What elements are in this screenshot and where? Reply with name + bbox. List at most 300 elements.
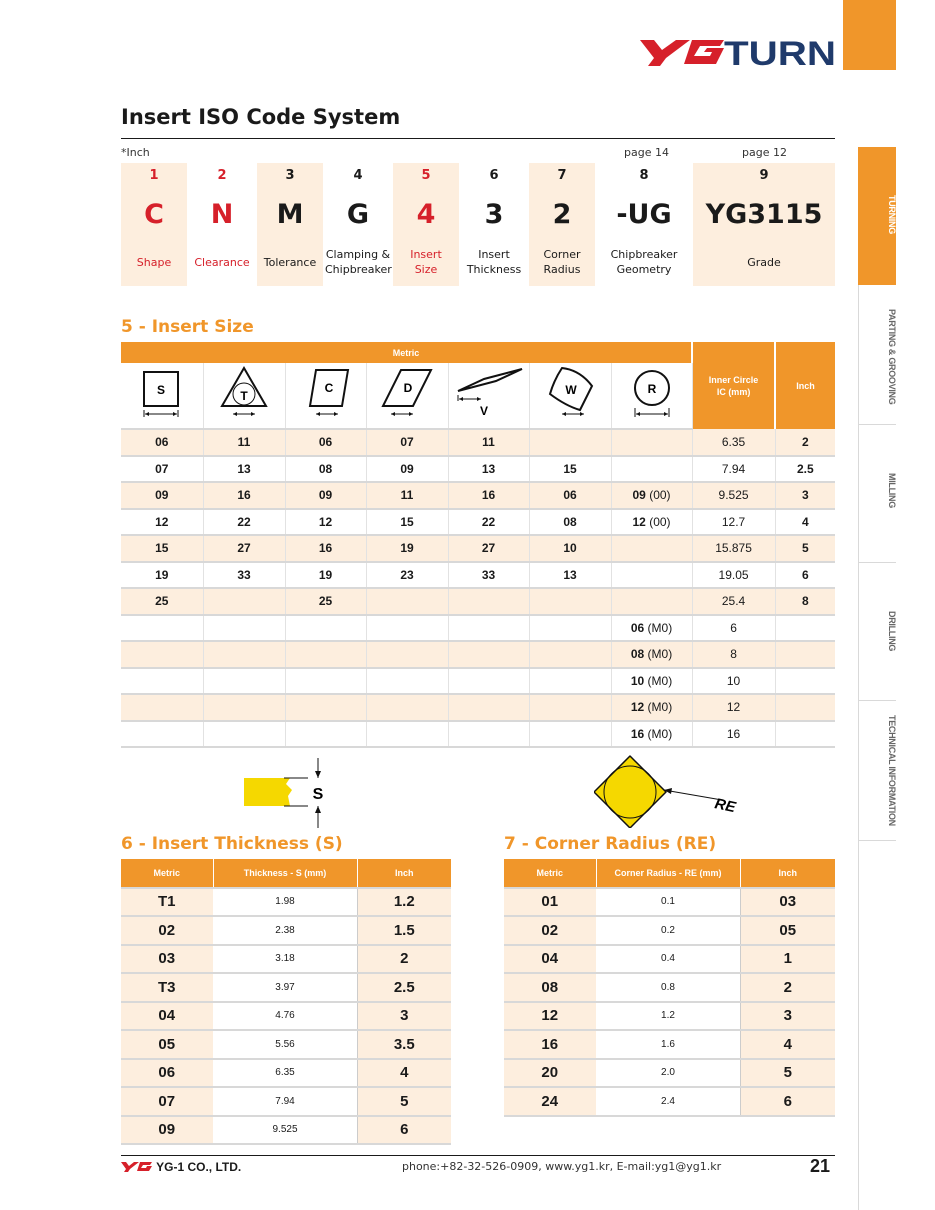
rhombic-55-insert-icon — [377, 364, 437, 424]
table-cell: 11 — [366, 482, 448, 509]
code-desc-line: Size — [414, 263, 438, 276]
ic-cell: 19.05 — [692, 562, 775, 589]
code-description — [393, 247, 459, 277]
thickness-header-metric: Metric — [121, 859, 213, 888]
table-cell — [366, 668, 448, 695]
code-desc-line: Clamping & — [325, 248, 391, 261]
thickness-header-inch: Inch — [357, 859, 451, 888]
table-row — [504, 888, 835, 917]
code-letter: G — [346, 199, 370, 230]
table-cell — [121, 694, 203, 721]
code-number: 9 — [759, 168, 769, 183]
table-cell — [448, 588, 529, 615]
metric-cell: 24 — [504, 1087, 596, 1116]
side-tab-label: MILLING — [887, 473, 897, 508]
shape-letter: C — [324, 381, 333, 395]
inch-cell: 1 — [740, 945, 835, 974]
table-cell — [121, 615, 203, 642]
shape-letter: W — [565, 383, 577, 397]
side-tab-label: TURNING — [887, 195, 897, 234]
inch-cell: 3 — [357, 1002, 451, 1031]
code-position-4 — [325, 163, 391, 286]
code-desc-line: Grade — [747, 256, 781, 269]
inch-cell: 6 — [740, 1087, 835, 1116]
shape-w-cell — [529, 363, 611, 429]
code-position-8 — [597, 163, 691, 286]
shape-letter: R — [647, 382, 656, 396]
code-description — [529, 247, 595, 277]
metric-cell: 08 — [504, 973, 596, 1002]
logo-text: TURN — [724, 35, 836, 70]
inch-cell: 8 — [775, 588, 835, 615]
table-cell: 11 — [203, 429, 285, 456]
mm-cell: 9.525 — [213, 1116, 357, 1145]
table-cell: 12 — [285, 509, 366, 536]
code-letter: YG3115 — [705, 199, 823, 230]
table-row — [121, 482, 835, 509]
cell-value: 10 — [630, 673, 645, 688]
mm-cell: 5.56 — [213, 1030, 357, 1059]
cell-paren: (M0) — [644, 647, 673, 662]
table-cell: 33 — [448, 562, 529, 589]
table-cell: 16 — [448, 482, 529, 509]
cell-paren: (M0) — [644, 673, 673, 688]
code-desc-line: Geometry — [616, 263, 672, 276]
table-cell: 27 — [203, 535, 285, 562]
inch-cell: 3 — [775, 482, 835, 509]
table-cell: 13 — [529, 562, 611, 589]
code-letter: N — [210, 199, 234, 230]
table-row — [121, 588, 835, 615]
shape-s-cell — [121, 363, 203, 429]
shape-letter: D — [403, 381, 413, 395]
table-cell: 15 — [121, 535, 203, 562]
table-cell — [203, 641, 285, 668]
insert-size-title: 5 - Insert Size — [121, 317, 254, 337]
table-row — [504, 1087, 835, 1116]
table-row — [504, 916, 835, 945]
table-row — [504, 1059, 835, 1088]
table-cell — [529, 668, 611, 695]
rhombic-35-insert-icon — [454, 363, 524, 425]
table-cell — [448, 641, 529, 668]
metric-header: Metric — [121, 342, 692, 363]
metric-cell: 20 — [504, 1059, 596, 1088]
inch-cell — [775, 721, 835, 748]
inch-cell: 4 — [740, 1030, 835, 1059]
ic-cell: 8 — [692, 641, 775, 668]
table-row — [121, 916, 451, 945]
table-cell: 10 — [529, 535, 611, 562]
inch-cell: 2 — [740, 973, 835, 1002]
inch-cell — [775, 668, 835, 695]
code-position-1 — [121, 163, 187, 286]
radius-header-mm: Corner Radius - RE (mm) — [596, 859, 740, 888]
table-cell: 07 — [121, 456, 203, 483]
cell-paren: (00) — [645, 488, 671, 503]
cell-value: 08 — [630, 647, 645, 662]
table-cell — [611, 482, 692, 509]
metric-cell: 04 — [504, 945, 596, 974]
table-cell — [121, 721, 203, 748]
radius-header-metric: Metric — [504, 859, 596, 888]
code-description — [121, 255, 187, 270]
code-number: 5 — [421, 168, 431, 183]
metric-cell: T3 — [121, 973, 213, 1002]
side-tab-label: PARTING & GROOVING — [887, 309, 897, 405]
metric-cell: 03 — [121, 945, 213, 974]
table-cell: 22 — [203, 509, 285, 536]
metric-cell: 06 — [121, 1059, 213, 1088]
table-row — [121, 1116, 451, 1145]
inch-cell: 6 — [775, 562, 835, 589]
metric-cell: 09 — [121, 1116, 213, 1145]
table-cell: 19 — [285, 562, 366, 589]
mm-cell: 0.8 — [596, 973, 740, 1002]
inch-cell: 1.2 — [357, 888, 451, 917]
ic-cell: 25.4 — [692, 588, 775, 615]
table-cell — [611, 641, 692, 668]
side-divider — [858, 841, 859, 1210]
table-row — [121, 562, 835, 589]
table-row — [121, 1002, 451, 1031]
rhombic-80-insert-icon — [296, 364, 356, 424]
shape-v-cell — [448, 363, 529, 429]
inch-cell — [775, 694, 835, 721]
footer-contact: phone:+82-32-526-0909, www.yg1.kr, E-mail:yg1@yg1.kr — [402, 1160, 722, 1173]
code-letter: C — [144, 199, 164, 230]
footer-company-name: YG-1 CO., LTD. — [156, 1160, 242, 1174]
table-cell — [448, 694, 529, 721]
table-row — [504, 973, 835, 1002]
code-letter: 3 — [484, 199, 504, 230]
metric-cell: T1 — [121, 888, 213, 917]
code-desc-line: Shape — [136, 256, 172, 269]
corner-radius-diagram — [594, 754, 774, 828]
table-cell — [285, 668, 366, 695]
table-cell — [529, 721, 611, 748]
shape-c-cell — [285, 363, 366, 429]
corner-radius-title: 7 - Corner Radius (RE) — [504, 834, 717, 854]
mm-cell: 2.38 — [213, 916, 357, 945]
square-insert-icon — [132, 364, 192, 424]
inch-cell: 1.5 — [357, 916, 451, 945]
metric-cell: 16 — [504, 1030, 596, 1059]
code-description — [597, 247, 691, 277]
ic-cell: 10 — [692, 668, 775, 695]
ic-cell: 9.525 — [692, 482, 775, 509]
footer-rule — [121, 1155, 835, 1156]
code-letter: 4 — [416, 199, 436, 230]
table-cell — [121, 641, 203, 668]
thickness-header-mm: Thickness - S (mm) — [213, 859, 357, 888]
thickness-label: S — [312, 786, 324, 803]
code-desc-line: Radius — [543, 263, 581, 276]
side-tab-label: TECHNICAL INFORMATION — [887, 715, 897, 826]
code-number: 1 — [149, 168, 159, 183]
ic-cell: 12.7 — [692, 509, 775, 536]
inch-cell: 5 — [775, 535, 835, 562]
table-cell — [448, 721, 529, 748]
table-cell: 16 — [285, 535, 366, 562]
table-cell: 33 — [203, 562, 285, 589]
inch-cell — [775, 615, 835, 642]
table-cell: 09 — [285, 482, 366, 509]
table-cell — [366, 641, 448, 668]
table-cell: 15 — [529, 456, 611, 483]
table-cell — [203, 615, 285, 642]
cell-paren: (M0) — [644, 620, 673, 635]
table-cell — [529, 588, 611, 615]
page-ref-chipbreaker: page 14 — [624, 146, 669, 159]
table-row — [121, 1030, 451, 1059]
code-number: 4 — [353, 168, 363, 183]
side-tab-parting-grooving[interactable] — [858, 285, 896, 425]
table-cell: 15 — [366, 509, 448, 536]
metric-cell: 01 — [504, 888, 596, 917]
table-row — [121, 1087, 451, 1116]
table-cell — [285, 615, 366, 642]
inch-cell: 4 — [357, 1059, 451, 1088]
code-description — [257, 255, 323, 270]
table-cell: 19 — [121, 562, 203, 589]
table-cell: 06 — [529, 482, 611, 509]
code-desc-line: Insert — [478, 248, 510, 261]
code-number: 8 — [639, 168, 649, 183]
inch-cell: 2 — [775, 429, 835, 456]
table-row — [121, 615, 835, 642]
code-desc-line: Chipbreaker — [325, 263, 392, 276]
table-cell — [285, 694, 366, 721]
code-position-3 — [257, 163, 323, 286]
table-cell — [203, 721, 285, 748]
insert-size-table — [121, 342, 835, 748]
mm-cell: 0.2 — [596, 916, 740, 945]
trigon-insert-icon — [540, 364, 600, 424]
cell-paren: (00) — [645, 514, 671, 529]
inch-cell: 4 — [775, 509, 835, 536]
table-cell: 08 — [529, 509, 611, 536]
table-cell: 25 — [285, 588, 366, 615]
code-desc-line: Chipbreaker — [610, 248, 678, 261]
table-cell — [203, 694, 285, 721]
table-row — [121, 1059, 451, 1088]
side-tab-milling[interactable] — [858, 425, 896, 563]
page-title: Insert ISO Code System — [121, 105, 401, 129]
ic-cell: 12 — [692, 694, 775, 721]
inch-cell: 6 — [357, 1116, 451, 1145]
table-cell — [448, 668, 529, 695]
title-rule — [121, 138, 835, 139]
table-row — [121, 456, 835, 483]
cell-value: 16 — [630, 726, 645, 741]
inch-cell — [775, 641, 835, 668]
page-number: 21 — [810, 1156, 831, 1176]
cell-value: 06 — [630, 620, 645, 635]
yg-turn-logo — [640, 34, 836, 70]
inch-note: *Inch — [121, 146, 150, 159]
cell-paren: (M0) — [644, 700, 673, 715]
table-row — [121, 535, 835, 562]
metric-cell: 02 — [121, 916, 213, 945]
code-desc-line: Corner — [543, 248, 581, 261]
table-cell: 12 — [121, 509, 203, 536]
table-cell — [448, 615, 529, 642]
table-cell — [611, 668, 692, 695]
table-cell: 13 — [448, 456, 529, 483]
cell-value: 09 — [632, 488, 646, 503]
mm-cell: 2.4 — [596, 1087, 740, 1116]
metric-cell: 07 — [121, 1087, 213, 1116]
side-tab-label: DRILLING — [887, 611, 897, 652]
table-cell — [529, 641, 611, 668]
code-desc-line: Clearance — [194, 256, 250, 269]
code-description — [461, 247, 527, 277]
table-cell: 22 — [448, 509, 529, 536]
table-cell: 19 — [366, 535, 448, 562]
mm-cell: 7.94 — [213, 1087, 357, 1116]
table-cell — [203, 668, 285, 695]
table-cell: 09 — [366, 456, 448, 483]
table-cell — [611, 721, 692, 748]
inch-cell: 3.5 — [357, 1030, 451, 1059]
table-cell: 09 — [121, 482, 203, 509]
insert-thickness-table — [121, 859, 451, 1145]
table-cell: 11 — [448, 429, 529, 456]
table-cell — [611, 456, 692, 483]
table-cell — [611, 535, 692, 562]
mm-cell: 0.4 — [596, 945, 740, 974]
table-cell — [366, 721, 448, 748]
shape-letter: V — [479, 404, 488, 418]
side-tab-technical-information[interactable] — [858, 701, 896, 841]
shape-t-cell — [203, 363, 285, 429]
table-row — [121, 429, 835, 456]
radius-header-inch: Inch — [740, 859, 835, 888]
inch-cell: 05 — [740, 916, 835, 945]
table-cell — [366, 615, 448, 642]
code-number: 3 — [285, 168, 295, 183]
table-cell: 25 — [121, 588, 203, 615]
inch-header: Inch — [775, 342, 835, 429]
top-orange-tab — [843, 0, 896, 70]
table-cell — [285, 721, 366, 748]
metric-cell: 04 — [121, 1002, 213, 1031]
code-position-5 — [393, 163, 459, 286]
ic-header-line1: Inner Circle — [708, 374, 759, 385]
code-letter: 2 — [552, 199, 572, 230]
table-cell: 06 — [285, 429, 366, 456]
metric-cell: 05 — [121, 1030, 213, 1059]
inch-cell: 5 — [357, 1087, 451, 1116]
code-desc-line: Insert — [410, 248, 442, 261]
table-cell: 27 — [448, 535, 529, 562]
mm-cell: 3.97 — [213, 973, 357, 1002]
table-row — [121, 945, 451, 974]
code-description — [693, 255, 835, 270]
table-cell — [611, 588, 692, 615]
code-desc-line: Thickness — [466, 263, 522, 276]
table-row — [121, 721, 835, 748]
shape-r-cell — [611, 363, 692, 429]
insert-thickness-title: 6 - Insert Thickness (S) — [121, 834, 343, 854]
side-tab-turning[interactable] — [858, 147, 896, 285]
metric-cell: 02 — [504, 916, 596, 945]
corner-radius-table — [504, 859, 835, 1117]
cell-paren: (M0) — [644, 726, 673, 741]
shape-d-cell — [366, 363, 448, 429]
triangle-insert-icon — [214, 364, 274, 424]
mm-cell: 1.2 — [596, 1002, 740, 1031]
ic-cell: 7.94 — [692, 456, 775, 483]
ic-cell: 6 — [692, 615, 775, 642]
ic-cell: 15.875 — [692, 535, 775, 562]
shape-letter: S — [156, 383, 165, 397]
footer-company — [121, 1160, 241, 1174]
table-cell — [121, 668, 203, 695]
mm-cell: 1.6 — [596, 1030, 740, 1059]
table-row — [504, 945, 835, 974]
inch-cell: 2.5 — [775, 456, 835, 483]
code-description — [325, 247, 391, 277]
code-position-6 — [461, 163, 527, 286]
table-cell — [611, 694, 692, 721]
round-insert-icon — [622, 364, 682, 424]
code-letter: M — [276, 199, 304, 230]
code-letter: -UG — [616, 199, 672, 230]
ic-header-line2: IC (mm) — [716, 386, 751, 397]
inch-cell: 2.5 — [357, 973, 451, 1002]
table-cell — [366, 588, 448, 615]
code-number: 6 — [489, 168, 499, 183]
table-cell: 16 — [203, 482, 285, 509]
table-cell: 06 — [121, 429, 203, 456]
table-cell — [529, 615, 611, 642]
inch-cell: 2 — [357, 945, 451, 974]
inch-cell: 3 — [740, 1002, 835, 1031]
table-cell: 08 — [285, 456, 366, 483]
cell-value: 12 — [632, 514, 646, 529]
page-ref-grade: page 12 — [742, 146, 787, 159]
shape-letter: T — [240, 389, 248, 403]
table-cell: 23 — [366, 562, 448, 589]
radius-label: RE — [713, 795, 738, 817]
code-position-7 — [529, 163, 595, 286]
thickness-diagram — [244, 756, 334, 830]
mm-cell: 1.98 — [213, 888, 357, 917]
table-cell — [611, 509, 692, 536]
table-cell: 07 — [366, 429, 448, 456]
code-number: 2 — [217, 168, 227, 183]
table-cell — [529, 429, 611, 456]
mm-cell: 3.18 — [213, 945, 357, 974]
table-cell — [529, 694, 611, 721]
cell-value: 12 — [630, 700, 645, 715]
table-cell — [611, 562, 692, 589]
mm-cell: 4.76 — [213, 1002, 357, 1031]
side-tab-drilling[interactable] — [858, 563, 896, 701]
mm-cell: 2.0 — [596, 1059, 740, 1088]
inch-cell: 5 — [740, 1059, 835, 1088]
table-row — [121, 668, 835, 695]
table-row — [121, 641, 835, 668]
table-cell — [203, 588, 285, 615]
inch-cell: 03 — [740, 888, 835, 917]
table-cell — [611, 615, 692, 642]
table-cell — [285, 641, 366, 668]
table-row — [504, 1030, 835, 1059]
code-number: 7 — [557, 168, 567, 183]
